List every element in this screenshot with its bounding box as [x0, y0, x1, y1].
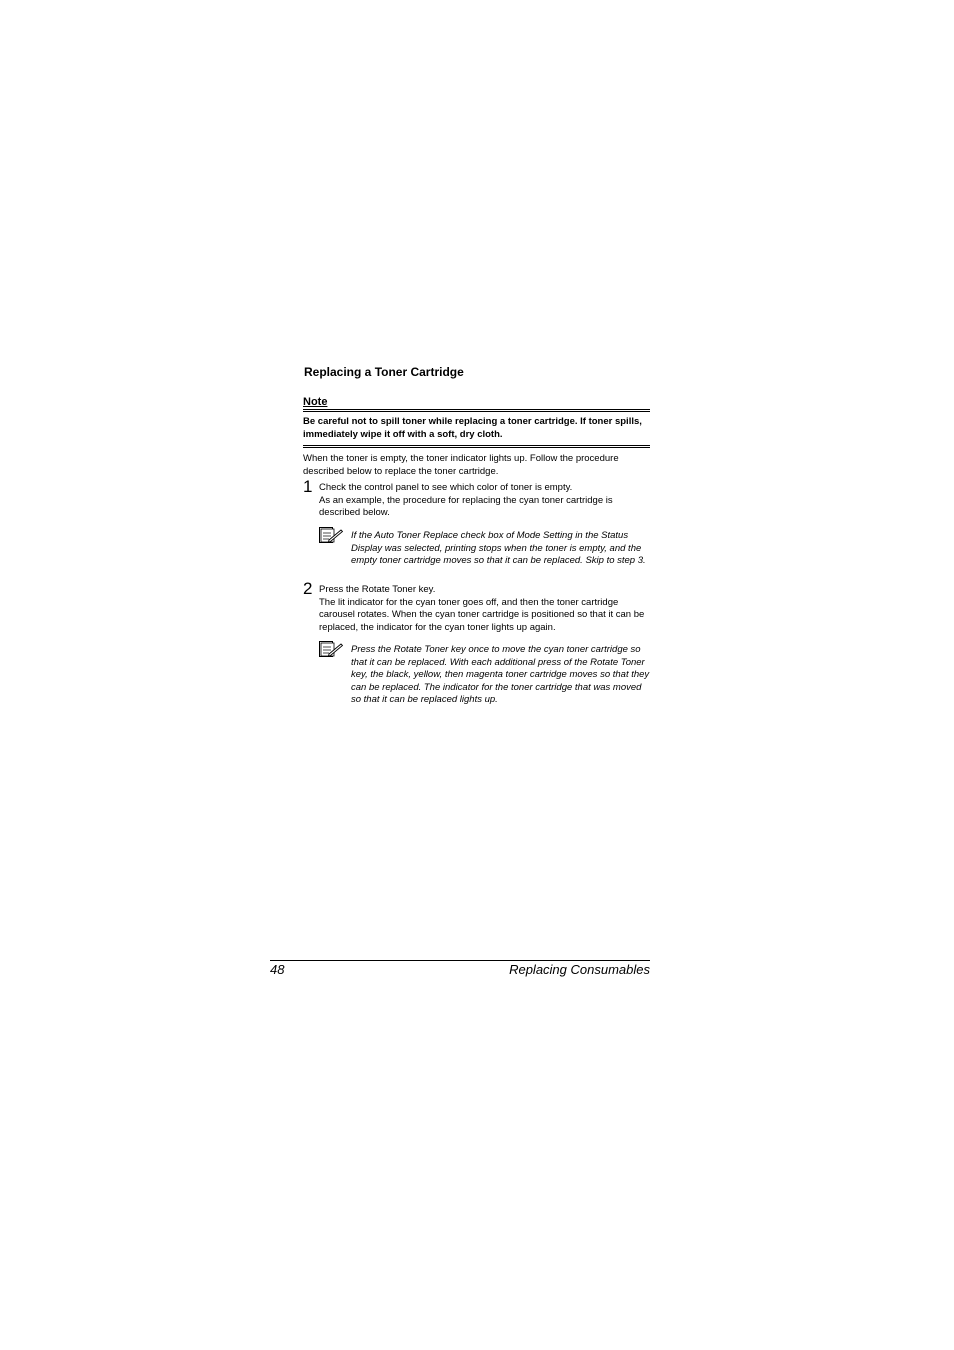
note-bottom-rule — [303, 445, 650, 448]
chapter-title: Replacing Consumables — [509, 962, 650, 977]
step-number: 2 — [303, 579, 313, 598]
step-number: 1 — [303, 477, 313, 496]
note-heading: Note — [303, 396, 328, 408]
memo-text: Press the Rotate Toner key once to move the cyan toner cartridge so that it can be replaced. With each additional press of the Rotate Toner key, the black, yellow, then magenta toner cartridge moves so that they can be replaced. The indicator for the toner cartridge that was moved so that it can be replaced lights up. — [351, 644, 650, 705]
footer-rule — [270, 960, 650, 961]
section-title: Replacing a Toner Cartridge — [304, 365, 464, 379]
memo-text: If the Auto Toner Replace check box of Mode Setting in the Status Display was selected, printing stops when the toner is empty, and the empty toner cartridge moves so that it can be replaced. Skip to step 3. — [351, 530, 646, 566]
memo-pencil-icon — [319, 527, 343, 543]
page-number: 48 — [270, 962, 285, 977]
note-text: Be careful not to spill toner while replacing a toner cartridge. If toner spills, immediately wipe it off with a soft, dry cloth. — [303, 416, 642, 440]
intro-paragraph: When the toner is empty, the toner indicator lights up. Follow the procedure described below to replace the toner cartridge. — [303, 453, 619, 477]
note-box — [303, 396, 650, 448]
step-body — [319, 482, 653, 520]
step-instruction: Check the control panel to see which color of toner is empty. — [319, 482, 573, 493]
step-instruction: Press the Rotate Toner key. — [319, 584, 436, 595]
step-body — [319, 584, 653, 634]
step-detail: The lit indicator for the cyan toner goes off, and then the toner cartridge carousel rotates. When the cyan toner cartridge is positioned so that it can be replaced, the indicator for the cyan toner lights up again. — [319, 596, 645, 633]
memo-pencil-icon — [319, 641, 343, 657]
step-detail: As an example, the procedure for replacing the cyan toner cartridge is described below. — [319, 494, 613, 518]
